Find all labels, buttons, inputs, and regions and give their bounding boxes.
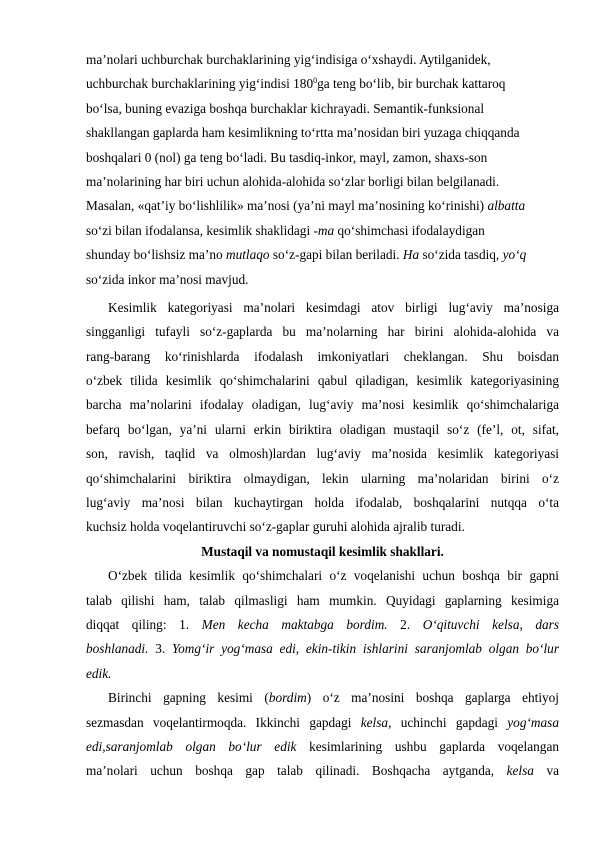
text-line: boshlanadi. 3. Yomg‘ir yog‘masa edi, ekin-tikin ishlarini saranjomlab olgan bo‘lur xyxy=(86,641,560,657)
text-line: qo‘shimchalarini biriktira olmaydigan, lekin ularning ma’nolaridan birini o‘z xyxy=(86,470,559,486)
text-line: ma’nolari uchun boshqa gap talab qilinadi. Boshqacha aytganda, kelsa va xyxy=(86,763,559,779)
text-line: so‘zi bilan ifodalansa, kesimlik shaklidagi -ma qo‘shimchasi ifodalaydigan xyxy=(86,222,485,238)
text-line: rang-barang ko‘rinishlarda ifodalash imkoniyatlari cheklangan. Shu boisdan xyxy=(86,348,559,364)
document-page xyxy=(86,48,559,784)
text-line: barcha ma’nolarini ifodalay oladigan, lug‘aviy ma’nosi kesimlik qo‘shimchalariga xyxy=(86,397,559,413)
text-line: son, ravish, taqlid va olmosh)lardan lug‘aviy ma’nosida kesimlik kategoriyasi xyxy=(86,446,559,462)
text-line: sezmasdan voqelantirmoqda. Ikkinchi gapdagi kelsa, uchinchi gapdagi yog‘masa xyxy=(86,714,559,730)
text-line: ma’nolari uchburchak burchaklarining yig‘indisiga o‘xshaydi. Aytilganidek, xyxy=(86,52,491,67)
text-line: lug‘aviy ma’nosi bilan kuchaytirgan holda ifodalab, boshqalarini nutqqa o‘ta xyxy=(86,495,559,511)
section-heading: Mustaqil va nomustaqil kesimlik shakllari. xyxy=(201,543,444,559)
text-line: kuchsiz holda voqelantiruvchi so‘z-gaplar guruhi alohida ajralib turadi. xyxy=(86,519,465,535)
text-line: edik. xyxy=(86,665,112,681)
paragraph-4 xyxy=(86,686,559,784)
text-line: uchburchak burchaklarining yig‘indisi $180^0ga$ teng bo‘lib, bir burchak kattaroq xyxy=(86,76,506,92)
text-line: edi,saranjomlab olgan bo‘lur edik kesimlarining ushbu gaplarda voqelangan xyxy=(86,738,559,754)
text-line: bo‘lsa, buning evaziga boshqa burchaklar kichrayadi. Semantik-funksional xyxy=(86,100,485,116)
text-line: so‘zida inkor ma’nosi mavjud. xyxy=(86,271,249,287)
text-line: shakllangan gaplarda ham kesimlikning to‘rtta ma’nosidan biri yuzaga chiqqanda xyxy=(86,125,520,141)
text-line: boshqalari 0 (nol) ga teng bo‘ladi. Bu tasdiq-inkor, mayl, zamon, shaxs-son xyxy=(86,149,488,165)
text-line: Kesimlik kategoriyasi ma’nolari kesimdagi atov birligi lug‘aviy ma’nosiga xyxy=(108,299,559,315)
text-line: o‘zbek tilida kesimlik qo‘shimchalarini qabul qiladigan, kesimlik kategoriyasining xyxy=(86,373,559,389)
text-line: shunday bo‘lishsiz ma’no mutlaqo so‘z-gapi bilan beriladi. Ha so‘zida tasdiq, yo‘q xyxy=(86,247,527,263)
paragraph-2 xyxy=(86,296,559,540)
paragraph-1 xyxy=(86,48,559,292)
text-line: diqqat qiling: 1. Men kecha maktabga bordim. 2. O‘qituvchi kelsa, dars xyxy=(86,616,559,632)
text-line: talab qilishi ham, talab qilmasligi ham mumkin. Quyidagi gaplarning kesimiga xyxy=(86,592,559,608)
text-line: ma’nolarining har biri uchun alohida-alohida so‘zlar borligi bilan belgilanadi. xyxy=(86,173,500,189)
text-line: Masalan, «qat’iy bo‘lishlilik» ma’nosi (ya’ni mayl ma’nosining ko‘rinishi) albatta xyxy=(86,198,526,214)
text-line: befarq bo‘lgan, ya’ni ularni erkin biriktira oladigan mustaqil so‘z (fe’l, ot, sifat, xyxy=(86,421,559,437)
text-line: O‘zbek tilida kesimlik qo‘shimchalari o‘z voqelanishi uchun boshqa bir gapni xyxy=(108,568,559,584)
text-line: singganligi tufayli so‘z-gaplarda bu ma’nolarning har birini alohida-alohida va xyxy=(86,324,559,340)
text-line: Birinchi gapning kesimi (bordim) o‘z ma’nosini boshqa gaplarga ehtiyoj xyxy=(108,690,560,706)
paragraph-3 xyxy=(86,564,559,686)
